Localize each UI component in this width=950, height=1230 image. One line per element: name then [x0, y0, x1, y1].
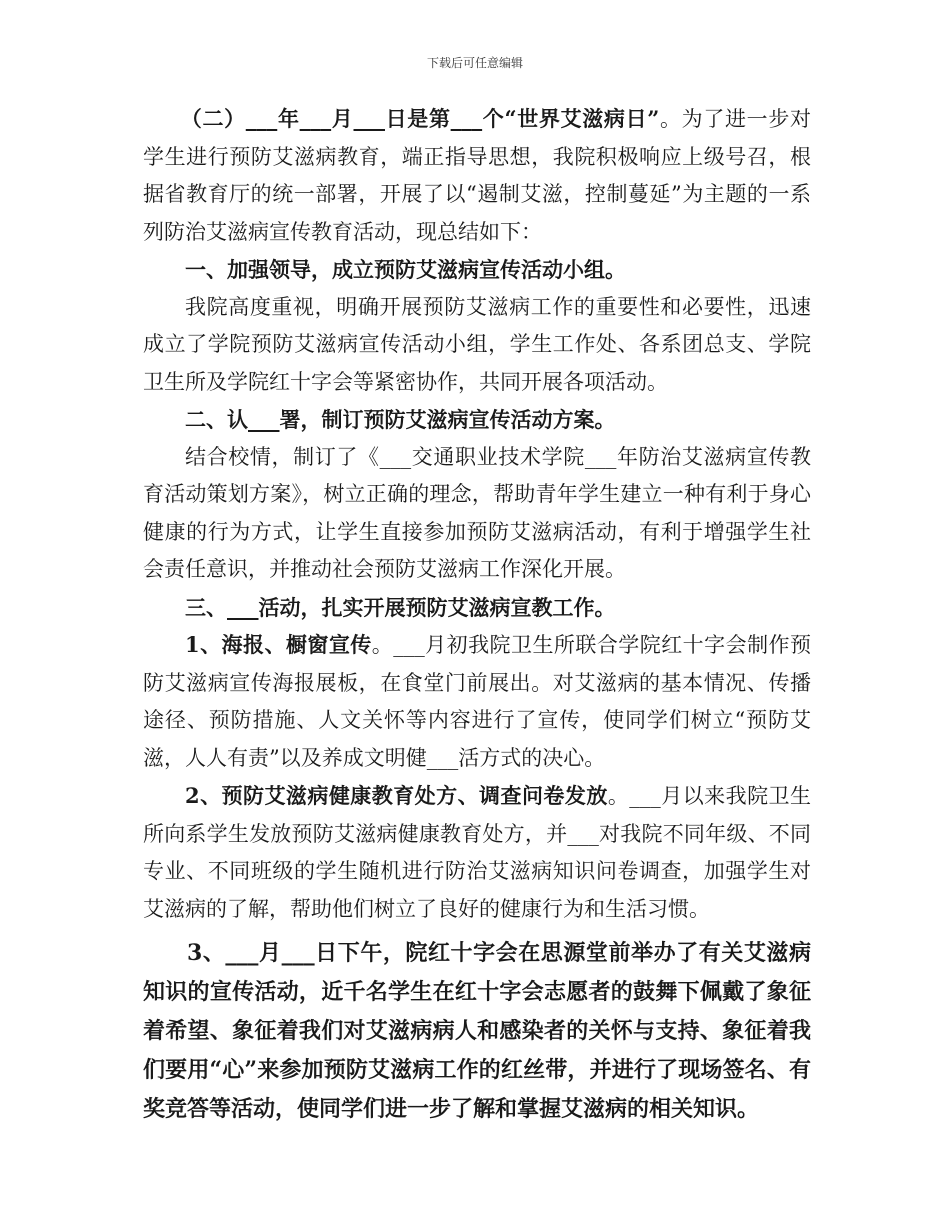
item-1-lead: 1、海报、橱窗宣传 [185, 632, 372, 657]
document-body [143, 100, 811, 1129]
item-2-lead: 2、预防艾滋病健康教育处方、调查问卷发放 [185, 783, 608, 808]
section-heading-2: 二、认___署，制订预防艾滋病宣传活动方案。 [185, 407, 616, 432]
section-1-paragraph: 我院高度重视，明确开展预防艾滋病工作的重要性和必要性，迅速成立了学院预防艾滋病宣传活动小组，学生工作处、各系团总支、学院卫生所及学院红十字会等紧密协作，共同开展各项活动。 [143, 294, 811, 394]
item-1-paragraph [143, 626, 811, 777]
item-1-text: 。___月初我院卫生所联合学院红十字会制作预防艾滋病宣传海报展板，在食堂门前展出。对艾滋病的基本情况、传播途径、预防措施、人文关怀等内容进行了宣传，使同学们树立“预防艾滋，人人有责”以及养成文明健___活方式的决心。 [143, 633, 811, 770]
item-2-text: 。___月以来我院卫生所向系学生发放预防艾滋病健康教育处方，并___对我院不同年级、不同专业、不同班级的学生随机进行防治艾滋病知识问卷调查，加强学生对艾滋病的了解，帮助他们树立了良好的健康行为和生活习惯。 [143, 784, 811, 921]
intro-text: 。为了进一步对学生进行预防艾滋病教育，端正指导思想，我院积极响应上级号召，根据省教育厅的统一部署，开展了以“遏制艾滋，控制蔓延”为主题的一系列防治艾滋病宣传教育活动，现总结如下： [143, 107, 811, 244]
item-3-paragraph: 3、___月___日下午，院红十字会在思源堂前举办了有关艾滋病知识的宣传活动，近千名学生在红十字会志愿者的鼓舞下佩戴了象征着希望、象征着我们对艾滋病病人和感染者的关怀与支持、象征着我们要用“心”来参加预防艾滋病工作的红丝带，并进行了现场签名、有奖竞答等活动，使同学们进一步了解和掌握艾滋病的相关知识。 [143, 940, 811, 1122]
section-heading-1: 一、加强领导，成立预防艾滋病宣传活动小组。 [185, 257, 626, 282]
page-header-note: 下载后可任意编辑 [426, 56, 523, 70]
section-heading-3: 三、___活动，扎实开展预防艾滋病宣教工作。 [185, 594, 616, 620]
item-2-paragraph [143, 777, 811, 928]
intro-lead: （二）___年___月___日是第___个“世界艾滋病日” [180, 106, 660, 131]
section-2-paragraph: 结合校情，制订了《___交通职业技术学院___年防治艾滋病宣传教育活动策划方案》，树立正确的理念，帮助青年学生建立一种有利于身心健康的行为方式，让学生直接参加预防艾滋病活动，有利于增强学生社会责任意识，并推动社会预防艾滋病工作深化开展。 [143, 444, 811, 581]
intro-paragraph [143, 100, 811, 251]
